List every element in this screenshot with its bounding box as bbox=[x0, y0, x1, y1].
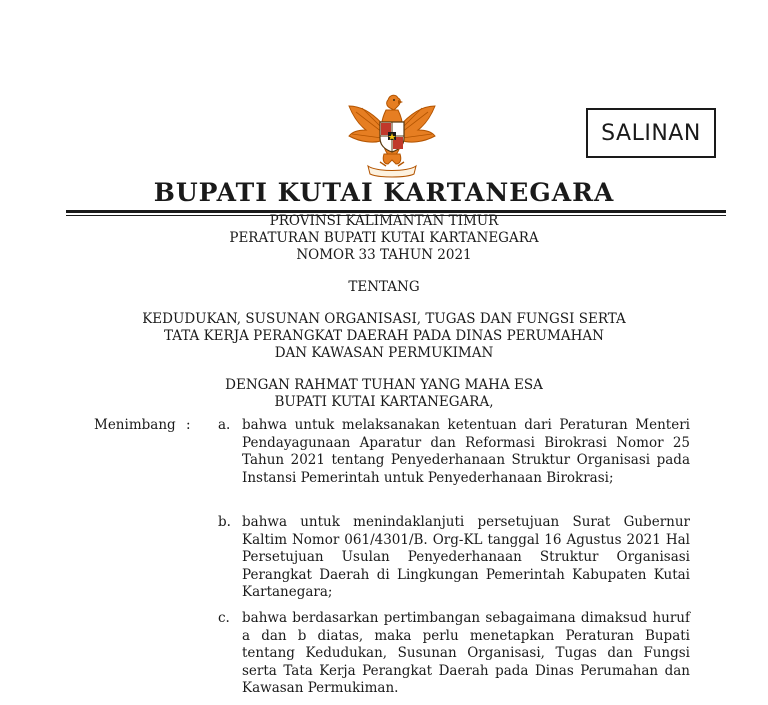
considering-label: Menimbang bbox=[94, 417, 176, 433]
garuda-emblem-icon bbox=[346, 92, 438, 178]
consideration-c-text bbox=[242, 610, 690, 698]
regent-title: BUPATI KUTAI KARTANEGARA bbox=[153, 178, 615, 207]
invocation-line: DENGAN RAHMAT TUHAN YANG MAHA ESA bbox=[225, 377, 543, 393]
consideration-paragraph: bahwa untuk melaksanakan ketentuan dari Peraturan Menteri Pendayagunaan Aparatur dan Reformasi Birokrasi Nomor 25 Tahun 2021 tentang Penyederhanaan Struktur Organisasi pada Instansi Pemerintah untuk Penyederhanaan Birokrasi; bbox=[242, 417, 690, 486]
subject-line-3: DAN KAWASAN PERMUKIMAN bbox=[274, 345, 494, 361]
consideration-b-text bbox=[242, 514, 690, 602]
about-line: TENTANG bbox=[348, 279, 420, 295]
regulation-line: PERATURAN BUPATI KUTAI KARTANEGARA bbox=[229, 230, 539, 246]
consideration-a-letter: a. bbox=[218, 417, 231, 433]
subject-line-2: TATA KERJA PERANGKAT DAERAH PADA DINAS PERUMAHAN bbox=[164, 328, 604, 344]
consideration-c-letter: c. bbox=[218, 610, 230, 626]
salinan-stamp: SALINAN bbox=[586, 108, 716, 158]
consideration-paragraph: bahwa untuk menindaklanjuti persetujuan Surat Gubernur Kaltim Nomor 061/4301/B. Org-KL tanggal 16 Agustus 2021 Hal Persetujuan Usulan Penyederhanaan Struktur Organisasi Perangkat Daerah di Lingkungan Pemerintah Kabupaten Kutai Kartanegara; bbox=[242, 514, 690, 600]
number-line: NOMOR 33 TAHUN 2021 bbox=[296, 247, 472, 263]
subject-line-1: KEDUDUKAN, SUSUNAN ORGANISASI, TUGAS DAN FUNGSI SERTA bbox=[142, 311, 626, 327]
province-line: PROVINSI KALIMANTAN TIMUR bbox=[269, 213, 499, 229]
consideration-b-letter: b. bbox=[218, 514, 231, 530]
consideration-a-text bbox=[242, 417, 690, 487]
issuer-line: BUPATI KUTAI KARTANEGARA, bbox=[274, 394, 494, 410]
consideration-paragraph: bahwa berdasarkan pertimbangan sebagaimana dimaksud huruf a dan b diatas, maka perlu menetapkan Peraturan Bupati tentang Kedudukan, Susunan Organisasi, Tugas dan Fungsi serta Tata Kerja Perangkat Daerah pada Dinas Perumahan dan Kawasan Permukiman. bbox=[242, 610, 690, 696]
considering-colon: : bbox=[186, 417, 191, 433]
